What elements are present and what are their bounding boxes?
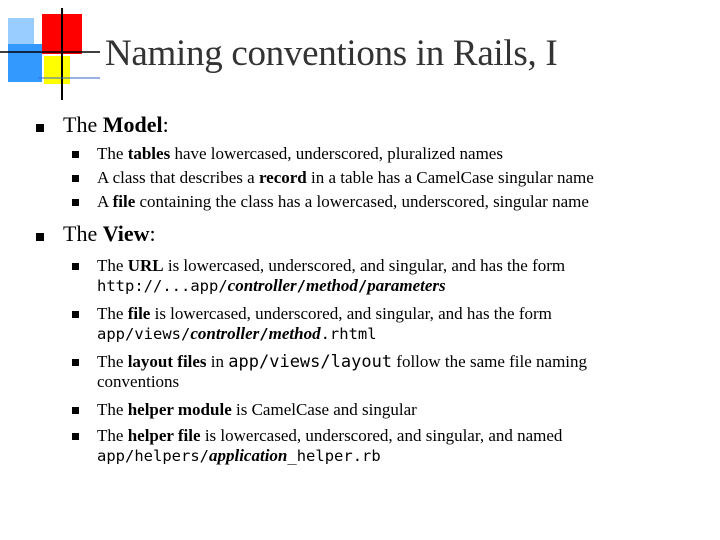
view-item-layout: The layout files in app/views/layout follow the same file naming conventions — [97, 352, 588, 391]
bullet-model-2 — [72, 175, 79, 182]
view-item-url: The URL is lowercased, underscored, and singular, and has the form http://...app/controller/method/parameters — [97, 256, 566, 295]
view-item-helper-module: The helper module is CamelCase and singular — [97, 400, 417, 419]
model-item-record: A class that describes a record in a table has a CamelCase singular name — [97, 168, 594, 187]
bullet-view-helper-module — [72, 407, 79, 414]
bullet-view-file — [72, 311, 79, 318]
view-item-file: The file is lowercased, underscored, and singular, and has the form app/views/controller/method.rhtml — [97, 304, 552, 343]
view-heading: The View: — [63, 221, 156, 246]
bullet-model — [36, 124, 44, 132]
model-item-tables: The tables have lowercased, underscored, pluralized names — [97, 144, 503, 163]
view-item-helper-file: The helper file is lowercased, underscored, and singular, and named app/helpers/application_helper.rb — [97, 426, 563, 465]
bullet-model-3 — [72, 199, 79, 206]
bullet-view — [36, 233, 44, 241]
bullet-view-helper-file — [72, 433, 79, 440]
bullet-view-url — [72, 263, 79, 270]
corner-decoration — [0, 0, 100, 100]
model-item-file: A file containing the class has a lowercased, underscored, singular name — [97, 192, 589, 211]
bullet-model-1 — [72, 151, 79, 158]
slide-title: Naming conventions in Rails, I — [105, 33, 558, 74]
bullet-view-layout — [72, 359, 79, 366]
model-heading: The Model: — [63, 112, 169, 137]
